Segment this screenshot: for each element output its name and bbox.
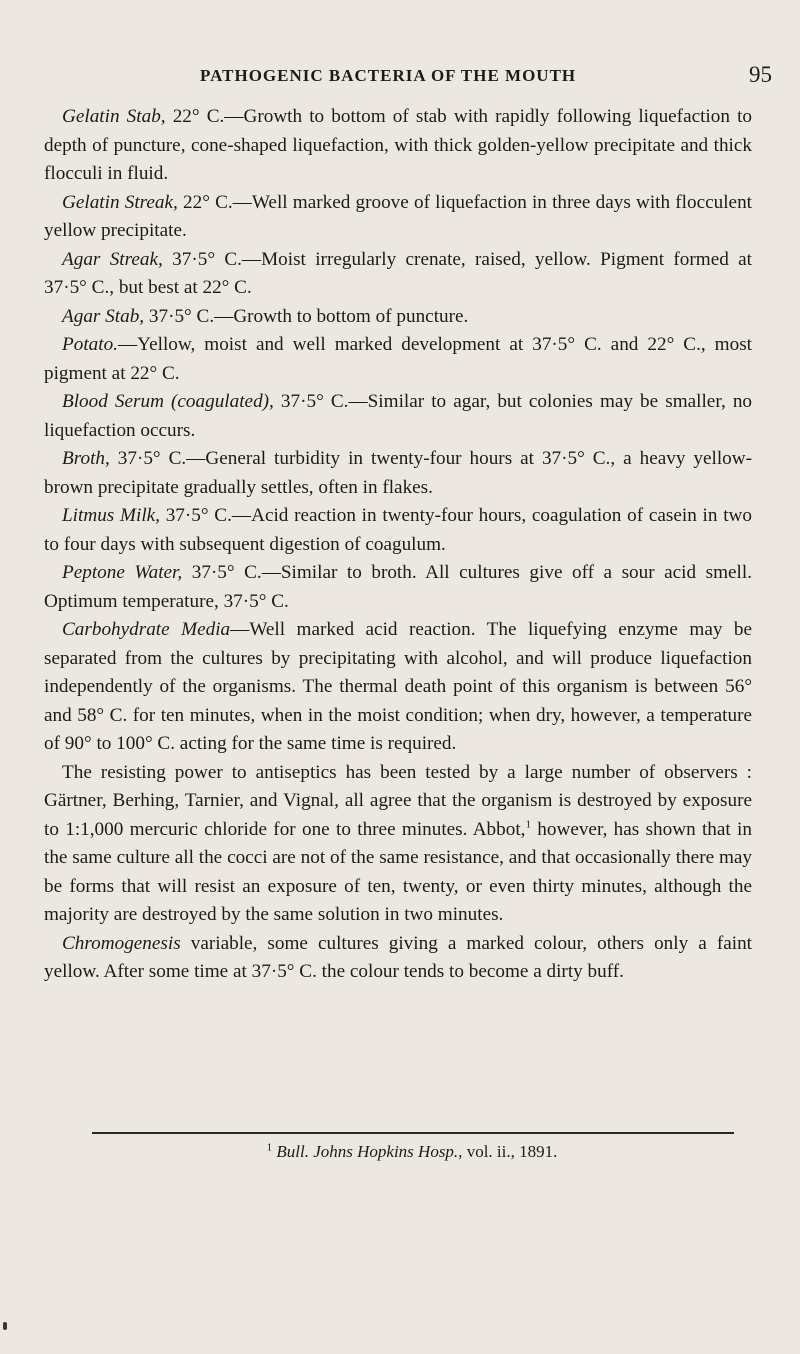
paragraph-text: —Yellow, moist and well marked development at 37·5° C. and 22° C., most pigment at 22° C.: [44, 334, 752, 384]
footnote-rest: vol. ii., 1891.: [462, 1142, 558, 1161]
footnote-citation: Bull. Johns Hopkins Hosp.,: [276, 1142, 463, 1161]
paragraph-text-continued: however, has shown that in the same culture all the cocci are not of the same resistance, and that occasionally there may be forms that will resist an exposure of ten, twenty, or even thirty minutes, although the majority are destroyed by the same solution in two minutes.: [44, 818, 752, 925]
medium-term: Agar Streak,: [62, 248, 163, 270]
paragraph-text: 37·5° C.—Acid reaction in twenty-four hours, coagulation of casein in two to four days with subsequent digestion of coagulum.: [44, 505, 752, 555]
paragraph: [44, 246, 752, 303]
paragraph: [44, 616, 752, 759]
medium-term: Chromogenesis: [62, 932, 181, 954]
paragraph-text: —Well marked acid reaction. The liquefying enzyme may be separated from the cultures by precipitating with alcohol, and will produce liquefaction independently of the organisms. The thermal death point of this organism is between 56° and 58° C. for ten minutes, when in the moist condition; when dry, however, a temperature of 90° to 100° C. acting for the same time is required.: [44, 619, 752, 754]
body-text: [44, 103, 752, 987]
medium-term: Gelatin Streak,: [62, 191, 178, 213]
running-head: PATHOGENIC BACTERIA OF THE MOUTH: [200, 66, 577, 85]
paragraph: [44, 930, 752, 987]
paragraph-text: 37·5° C.—General turbidity in twenty-four hours at 37·5° C., a heavy yellow-brown precipitate gradually settles, often in flakes.: [44, 448, 752, 498]
footnote-marker: 1: [266, 1141, 273, 1154]
paragraph-text: 22° C.—Well marked groove of liquefaction in three days with flocculent yellow precipitate.: [44, 191, 752, 241]
medium-term: Broth,: [62, 448, 110, 469]
footnote: [92, 1142, 732, 1162]
paragraph-text: 37·5° C.—Growth to bottom of puncture.: [144, 305, 469, 327]
footnote-rule: [92, 1132, 734, 1134]
page-number: 95: [749, 62, 772, 87]
medium-term: Agar Stab,: [62, 305, 145, 327]
paragraph-text: 37·5° C.—Similar to agar, but colonies may be smaller, no liquefaction occurs.: [44, 391, 753, 441]
page-header: [60, 64, 780, 94]
paragraph-text: The resisting power to antiseptics has been tested by a large number of observers : Gärtner, Berhing, Tarnier, and Vignal, all agree that the organism is destroyed by exposure to 1:1,000 mercuric chloride for one to three minutes. Abbot,: [44, 761, 752, 840]
paragraph-text: 22° C.—Growth to bottom of stab with rapidly following liquefaction to depth of puncture, cone-shaped liquefaction, with thick golden-yellow precipitate and thick flocculi in fluid.: [44, 106, 752, 184]
paragraph-text: variable, some cultures giving a marked colour, others only a faint yellow. After some time at 37·5° C. the colour tends to become a dirty buff.: [44, 932, 752, 982]
paragraph: [44, 303, 752, 332]
paragraph: [44, 189, 752, 246]
medium-term: Carbohydrate Media: [62, 619, 231, 640]
medium-term: Litmus Milk,: [62, 505, 160, 526]
paragraph-text: 37·5° C.—Moist irregularly crenate, raised, yellow. Pigment formed at 37·5° C., but best at 22° C.: [44, 248, 752, 298]
medium-term: Gelatin Stab,: [62, 106, 166, 127]
page-blemish: [3, 1322, 7, 1330]
paragraph: [44, 331, 752, 388]
paragraph: [44, 502, 752, 559]
medium-term: Blood Serum (coagulated),: [62, 391, 274, 412]
paragraph: [44, 559, 752, 616]
footnote-reference: 1: [525, 818, 531, 831]
medium-term: Peptone Water,: [62, 562, 183, 583]
medium-term: Potato.: [62, 334, 118, 355]
paragraph: [44, 388, 752, 445]
paragraph: [44, 445, 752, 502]
paragraph: [44, 103, 752, 189]
paragraph-antiseptics: [44, 759, 752, 930]
paragraph-text: 37·5° C.—Similar to broth. All cultures give off a sour acid smell. Optimum temperature, 37·5° C.: [44, 562, 752, 612]
